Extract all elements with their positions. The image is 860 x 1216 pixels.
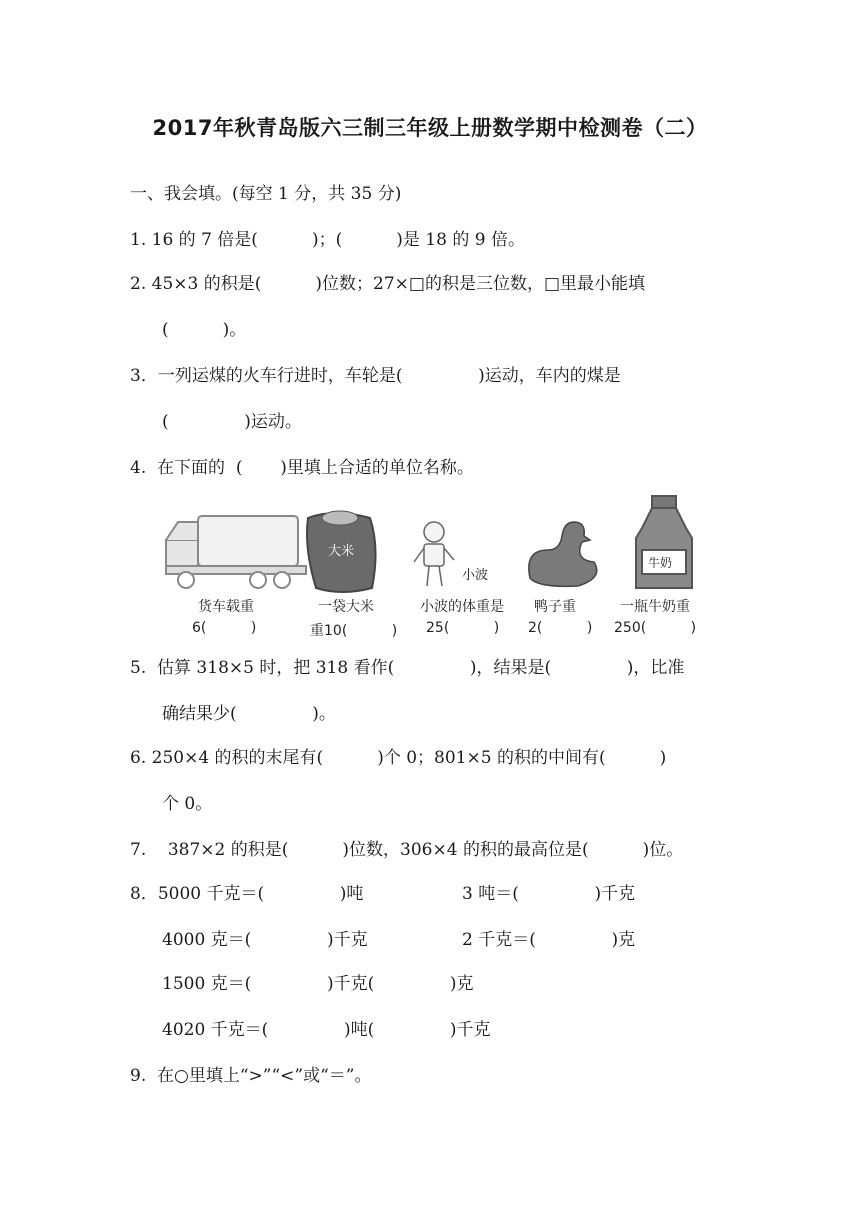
- question-8-row-4: 4020 千克＝( )吨( )千克: [162, 1020, 491, 1040]
- question-3-line-2: ( )运动。: [162, 412, 302, 432]
- question-6-line-2: 个 0。: [162, 794, 213, 814]
- unit-illustrations: [158, 488, 728, 640]
- milk-bottle-icon: [636, 496, 692, 588]
- item-blank-truck: 6( ): [192, 620, 257, 636]
- illustration-drawing: [158, 488, 728, 640]
- item-blank-milk: 250( ): [614, 620, 697, 636]
- question-8-row-2-right: 2 千克＝( )克: [462, 930, 636, 950]
- item-blank-boy: 25( ): [426, 620, 500, 636]
- question-8-row-2-left: 4000 克＝( )千克: [162, 930, 368, 950]
- section-heading: 一、我会填。(每空 1 分，共 35 分): [130, 184, 402, 204]
- item-label-truck: 货车载重: [198, 599, 254, 615]
- item-label-duck: 鸭子重: [534, 599, 576, 615]
- question-9: 9. 在○里填上“>”“<”或“＝”。: [130, 1066, 372, 1086]
- item-label-boy: 小波的体重是: [420, 599, 504, 615]
- question-2-line-1: 2. 45×3 的积是( )位数；27×□的积是三位数，□里最小能填: [130, 274, 646, 294]
- question-6-line-1: 6. 250×4 的积的末尾有( )个 0；801×5 的积的中间有( ): [130, 748, 667, 768]
- question-5-line-1: 5. 估算 318×5 时，把 318 看作( )，结果是( )，比准: [130, 658, 685, 678]
- question-4: 4. 在下面的 ( )里填上合适的单位名称。: [130, 458, 474, 478]
- question-8-row-1-left: 8．5000 千克＝( )吨: [130, 884, 364, 904]
- page-title: 2017年秋青岛版六三制三年级上册数学期中检测卷（二）: [152, 116, 708, 140]
- boy-name-label: 小波: [462, 568, 489, 583]
- item-blank-rice: 重10( ): [310, 623, 398, 639]
- milk-bottle-label: 牛奶: [648, 556, 673, 570]
- rice-bag-label: 大米: [328, 544, 355, 559]
- question-1: 1. 16 的 7 倍是( )；( )是 18 的 9 倍。: [130, 230, 525, 250]
- truck-icon: [166, 516, 306, 588]
- duck-icon: [529, 522, 597, 586]
- question-5-line-2: 确结果少( )。: [162, 704, 336, 724]
- question-8-row-3: 1500 克＝( )千克( )克: [162, 974, 474, 994]
- item-label-milk: 一瓶牛奶重: [620, 599, 690, 615]
- boy-icon: [414, 522, 454, 586]
- question-2-line-2: ( )。: [162, 320, 247, 340]
- question-7: 7. 387×2 的积是( )位数，306×4 的积的最高位是( )位。: [130, 840, 684, 860]
- item-blank-duck: 2( ): [528, 620, 593, 636]
- item-label-rice: 一袋大米: [318, 599, 374, 615]
- question-8-row-1-right: 3 吨＝( )千克: [462, 884, 636, 904]
- question-3-line-1: 3．一列运煤的火车行进时，车轮是( )运动，车内的煤是: [130, 366, 621, 386]
